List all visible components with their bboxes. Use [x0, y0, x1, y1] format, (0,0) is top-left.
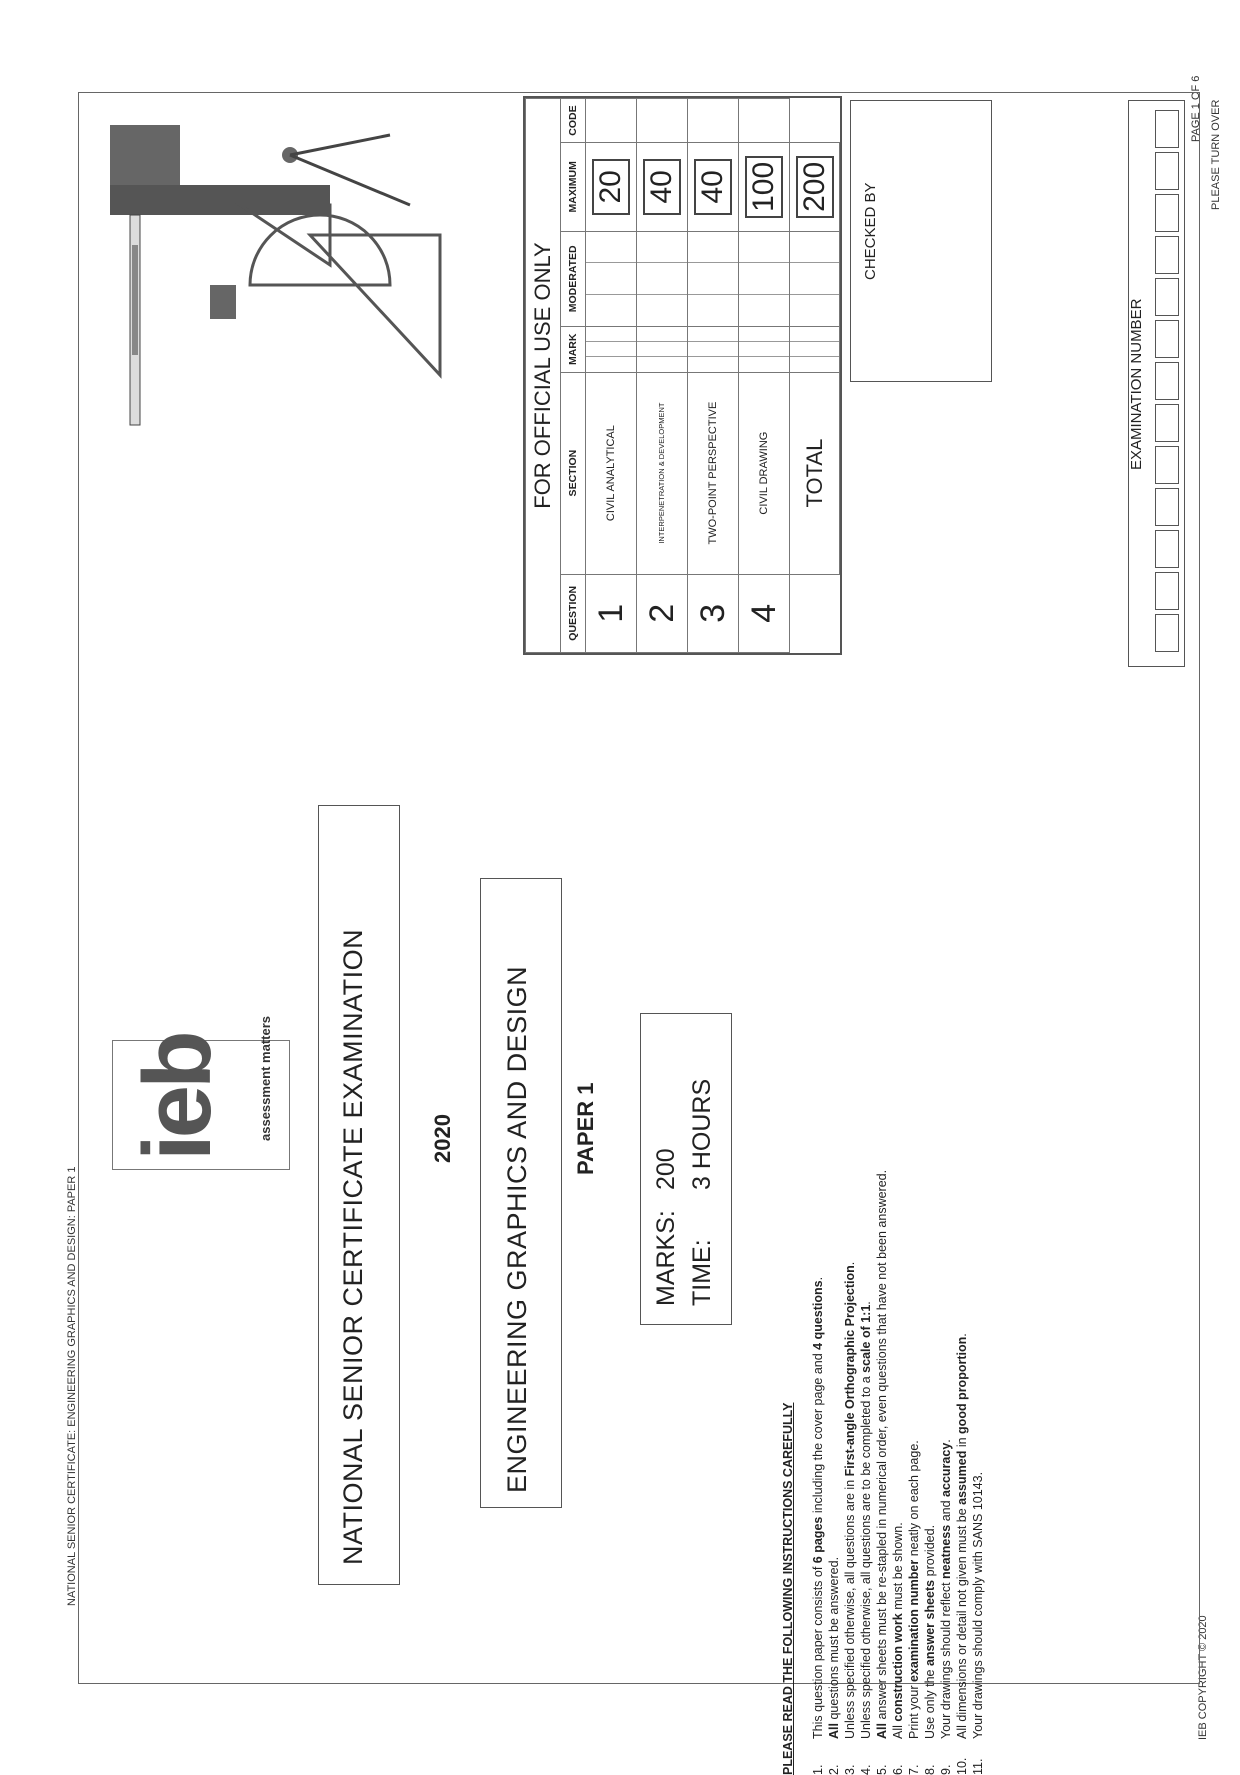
moderated-cell[interactable] [688, 231, 739, 326]
exam-year: 2020 [430, 1114, 455, 1163]
instruction-fragment: First-angle Orthographic Projection [843, 1265, 857, 1477]
col-mark: MARK [561, 326, 586, 372]
instruction-fragment: examination number [907, 1559, 921, 1683]
section-name: TWO-POINT PERSPECTIVE [688, 372, 739, 574]
table-row [739, 99, 790, 653]
instruction-fragment: Use only the [923, 1666, 937, 1739]
instruction-fragment: . [811, 1276, 825, 1281]
table-row [586, 99, 637, 653]
instruction-item [954, 985, 970, 1775]
question-number: 3 [688, 574, 739, 652]
paper-title: PAPER 1 [573, 1082, 598, 1175]
instruction-fragment: All [875, 1723, 889, 1739]
official-use-table [523, 96, 842, 655]
instruction-text [858, 1301, 874, 1739]
marks-value: 200 [652, 1148, 680, 1190]
exam-number-cell[interactable] [1155, 278, 1179, 316]
instruction-fragment: accuracy [939, 1442, 953, 1497]
marks-label: MARKS: [652, 1210, 680, 1306]
instruction-text [954, 1333, 970, 1739]
instruction-item [858, 985, 874, 1775]
instruction-fragment: in [955, 1433, 969, 1451]
instruction-fragment: . [859, 1301, 873, 1305]
code-cell[interactable] [688, 99, 739, 143]
exam-number-cell[interactable] [1155, 194, 1179, 232]
maximum-value: 40 [694, 159, 732, 215]
section-name: INTERPENETRATION & DEVELOPMENT [637, 372, 688, 574]
mark-cell[interactable] [586, 326, 637, 372]
exam-number-cell[interactable] [1155, 110, 1179, 148]
maximum-value: 40 [643, 159, 681, 215]
exam-number-label: EXAMINATION NUMBER [1128, 298, 1145, 470]
t-square-head [110, 125, 180, 185]
instruction-fragment: must be shown. [891, 1522, 905, 1614]
col-maximum: MAXIMUM [561, 143, 586, 232]
instruction-fragment: construction work [891, 1613, 905, 1722]
instruction-number: 11. [971, 1758, 985, 1775]
instruction-fragment: neatness [939, 1524, 953, 1579]
maximum-value: 100 [745, 156, 783, 218]
instruction-item [922, 985, 938, 1775]
total-mark-cell[interactable] [790, 326, 840, 372]
table-row [637, 99, 688, 653]
total-moderated-cell[interactable] [790, 231, 840, 326]
instruction-number: 9. [939, 1764, 953, 1775]
instruction-fragment: . [939, 1439, 953, 1443]
instruction-text [842, 1262, 858, 1739]
mark-cell[interactable] [637, 326, 688, 372]
instruction-fragment: assumed [955, 1450, 969, 1505]
instruction-text [826, 1557, 842, 1739]
instruction-fragment: 4 questions [811, 1280, 825, 1350]
exam-number-cell[interactable] [1155, 488, 1179, 526]
instruction-item [810, 985, 826, 1775]
instruction-text [810, 1277, 826, 1739]
maximum-value: 20 [592, 159, 630, 215]
instruction-fragment: questions must be answered. [827, 1556, 841, 1724]
total-row [790, 99, 840, 653]
moderated-cell[interactable] [739, 231, 790, 326]
instruction-fragment: and [939, 1496, 953, 1525]
col-code: CODE [561, 99, 586, 143]
instruction-fragment: Print your [907, 1682, 921, 1739]
instruction-fragment: All [827, 1723, 841, 1739]
pencil-icon [130, 215, 140, 425]
instructions [780, 985, 986, 1775]
running-header: NATIONAL SENIOR CERTIFICATE: ENGINEERING GRAPHICS AND DESIGN: PAPER 1 [66, 1166, 78, 1606]
instruction-fragment: All [891, 1721, 905, 1739]
ieb-logo [112, 1015, 290, 1170]
instruction-fragment: provided. [923, 1524, 937, 1580]
instructions-heading: PLEASE READ THE FOLLOWING INSTRUCTIONS CAREFULLY [781, 1402, 795, 1775]
moderated-cell[interactable] [637, 231, 688, 326]
total-maximum: 200 [796, 156, 834, 218]
instruction-fragment: scale of 1:1 [859, 1304, 873, 1373]
exam-number-cell[interactable] [1155, 446, 1179, 484]
instruction-item [826, 985, 842, 1775]
col-section: SECTION [561, 372, 586, 574]
instruction-number: 6. [891, 1764, 905, 1775]
instruction-fragment: neatly on each page. [907, 1440, 921, 1560]
instruction-text [938, 1439, 954, 1739]
subject-title: ENGINEERING GRAPHICS AND DESIGN [502, 965, 532, 1493]
set-square-large-icon [310, 235, 440, 375]
exam-number-cell[interactable] [1155, 362, 1179, 400]
exam-number-cell[interactable] [1155, 572, 1179, 610]
instruction-item [970, 985, 986, 1775]
instruction-fragment: This question paper consists of [811, 1563, 825, 1739]
table-row [688, 99, 739, 653]
exam-number-cell[interactable] [1155, 320, 1179, 358]
mark-cell[interactable] [739, 326, 790, 372]
instruction-fragment: including the cover page and [811, 1349, 825, 1517]
instruction-fragment: Your drawings should comply with SANS 10143. [971, 1471, 985, 1739]
exam-number-cell[interactable] [1155, 614, 1179, 652]
instruction-text [970, 1472, 986, 1739]
instruction-fragment: answer sheets must be re-stapled in numerical order, even questions that have not been answered. [875, 1169, 889, 1724]
exam-number-cell[interactable] [1155, 404, 1179, 442]
instruction-text [874, 1170, 890, 1739]
instruction-number: 8. [923, 1764, 937, 1775]
eraser-icon [210, 285, 236, 319]
question-number: 4 [739, 574, 790, 652]
instruction-number: 10. [955, 1757, 969, 1775]
official-title: FOR OFFICIAL USE ONLY [526, 99, 561, 653]
instruction-item [874, 985, 890, 1775]
instructions-list [810, 985, 986, 1775]
instruction-item [938, 985, 954, 1775]
instruction-number: 1. [811, 1764, 825, 1775]
section-name: CIVIL ANALYTICAL [586, 372, 637, 574]
question-number: 2 [637, 574, 688, 652]
instruction-item [842, 985, 858, 1775]
instruction-number: 5. [875, 1764, 889, 1775]
instruction-fragment: 6 pages [811, 1516, 825, 1564]
exam-number-cell[interactable] [1155, 530, 1179, 568]
t-square-blade [110, 185, 330, 215]
copyright: IEB COPYRIGHT © 2020 [1197, 1615, 1209, 1740]
instruction-text [906, 1440, 922, 1739]
exam-number-cell[interactable] [1155, 236, 1179, 274]
code-cell[interactable] [637, 99, 688, 143]
logo-tagline: assessment matters [258, 1015, 273, 1141]
code-cell[interactable] [739, 99, 790, 143]
please-turn-over: PLEASE TURN OVER [1210, 99, 1222, 210]
page-number: PAGE 1 OF 6 [1190, 75, 1202, 142]
instruction-fragment: answer sheets [923, 1579, 937, 1667]
instruction-fragment: . [843, 1261, 857, 1266]
col-moderated: MODERATED [561, 231, 586, 326]
checked-by-label: CHECKED BY [862, 182, 879, 280]
instruction-text [890, 1522, 906, 1739]
instruction-fragment: Your drawings should reflect [939, 1578, 953, 1739]
instruction-fragment: Unless specified otherwise, all questions are in [843, 1476, 857, 1739]
logo-letters: ieb [124, 1034, 231, 1161]
instruction-number: 2. [827, 1764, 841, 1775]
moderated-cell[interactable] [586, 231, 637, 326]
drawing-instruments-illustration [110, 95, 470, 535]
instruction-item [906, 985, 922, 1775]
exam-number-cell[interactable] [1155, 152, 1179, 190]
instruction-fragment: good proportion [955, 1336, 969, 1434]
instruction-fragment: Unless specified otherwise, all questions are to be completed to a [859, 1372, 873, 1739]
instruction-text [922, 1525, 938, 1739]
time-value: 3 HOURS [688, 1078, 716, 1190]
instruction-number: 7. [907, 1764, 921, 1775]
total-label: TOTAL [790, 372, 840, 574]
instruction-fragment: All dimensions or detail not given must be [955, 1504, 969, 1739]
code-cell[interactable] [586, 99, 637, 143]
instruction-fragment: . [955, 1333, 969, 1337]
instruction-number: 4. [859, 1764, 873, 1775]
col-question: QUESTION [561, 574, 586, 652]
instruction-item [890, 985, 906, 1775]
question-number: 1 [586, 574, 637, 652]
time-label: TIME: [688, 1239, 716, 1306]
mark-cell[interactable] [688, 326, 739, 372]
section-name: CIVIL DRAWING [739, 372, 790, 574]
exam-title: NATIONAL SENIOR CERTIFICATE EXAMINATION [338, 928, 368, 1565]
instruction-number: 3. [843, 1764, 857, 1775]
